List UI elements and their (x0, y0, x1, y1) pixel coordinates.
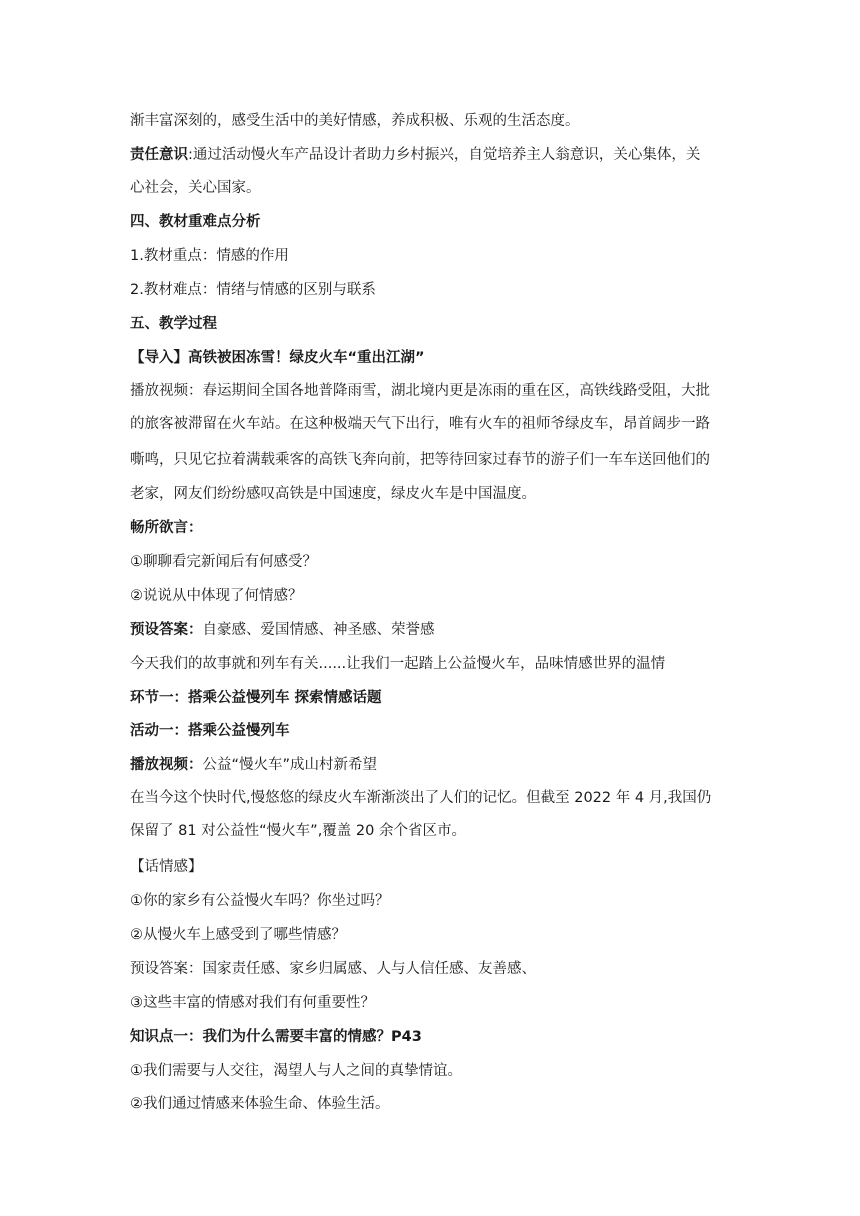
intro-paragraph-line: 嘶鸣，只见它拉着满载乘客的高铁飞奔向前，把等待回家过春节的游子们一车车送回他们的 (130, 452, 710, 468)
stage-one-heading: 环节一：搭乘公益慢列车 探索情感话题 (130, 690, 382, 706)
talk-emotion-heading: 【话情感】 (130, 859, 203, 875)
key-point-item: 1.教材重点：情感的作用 (130, 248, 289, 264)
difficult-point-item: 2.教材难点：情绪与情感的区别与联系 (130, 282, 376, 298)
emotion-question: ②从慢火车上感受到了哪些情感？ (130, 927, 346, 943)
video-label: 播放视频： (130, 757, 203, 773)
emotion-question: ①你的家乡有公益慢火车吗？你坐过吗？ (130, 893, 390, 909)
preset-answer: 预设答案：自豪感、爱国情感、神圣感、荣誉感 (130, 622, 435, 638)
responsibility-label: 责任意识 (130, 147, 188, 163)
discussion-question: ①聊聊看完新闻后有何感受？ (130, 554, 317, 570)
discussion-question: ②说说从中体现了何情感？ (130, 588, 303, 604)
discussion-heading: 畅所欲言： (130, 520, 203, 536)
knowledge-point-heading: 知识点一：我们为什么需要丰富的情感？P43 (130, 1029, 422, 1045)
emotion-question: ③这些丰富的情感对我们有何重要性？ (130, 995, 375, 1011)
section-heading-key-points: 四、教材重难点分析 (130, 214, 261, 230)
preset-answer-label: 预设答案： (130, 622, 203, 638)
preset-answer-two: 预设答案：国家责任感、家乡归属感、人与人信任感、友善感、 (130, 961, 536, 977)
intro-heading: 【导入】高铁被困冻雪！绿皮火车“重出江湖” (130, 350, 425, 366)
activity-one-heading: 活动一：搭乘公益慢列车 (130, 723, 290, 739)
goal-emotion-continued: 渐丰富深刻的，感受生活中的美好情感，养成积极、乐观的生活态度。 (130, 113, 580, 129)
video-item: 播放视频：公益“慢火车”成山村新希望 (130, 757, 378, 773)
knowledge-point-item: ①我们需要与人交往，渴望人与人之间的真挚情谊。 (130, 1063, 462, 1079)
knowledge-point-item: ②我们通过情感来体验生命、体验生活。 (130, 1096, 390, 1112)
goal-responsibility: 责任意识:通过活动慢火车产品设计者助力乡村振兴，自觉培养主人翁意识，关心集体，关 (130, 147, 701, 163)
slow-train-paragraph-line: 在当今这个快时代,慢悠悠的绿皮火车渐渐淡出了人们的记忆。但截至 2022 年 4 月,我国仍 (130, 790, 712, 806)
slow-train-paragraph-line: 保留了 81 对公益性“慢火车”,覆盖 20 余个省区市。 (130, 823, 466, 839)
intro-paragraph-line: 老家，网友们纷纷感叹高铁是中国速度，绿皮火车是中国温度。 (130, 486, 536, 502)
transition-sentence: 今天我们的故事就和列车有关......让我们一起踏上公益慢火车，品味情感世界的温情 (130, 656, 666, 672)
section-heading-teaching-process: 五、教学过程 (130, 316, 217, 332)
goal-responsibility-continued: 心社会，关心国家。 (130, 180, 261, 196)
intro-paragraph-line: 的旅客被滞留在火车站。在这种极端天气下出行，唯有火车的祖师爷绿皮车，昂首阔步一路 (130, 416, 710, 432)
intro-paragraph-line: 播放视频：春运期间全国各地普降雨雪，湖北境内更是冻雨的重在区，高铁线路受阻，大批 (130, 383, 710, 399)
